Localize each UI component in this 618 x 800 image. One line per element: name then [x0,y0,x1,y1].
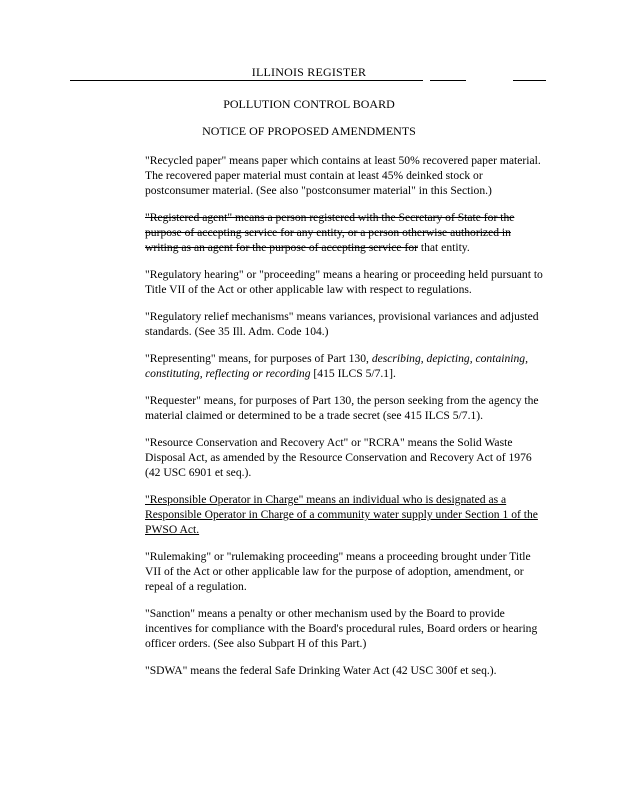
definition-representing [145,351,545,381]
definition-rcra: "Resource Conservation and Recovery Act" or "RCRA" means the Solid Waste Disposal Act, as amended by the Resource Conservation and Recovery Act of 1976 (42 USC 6901 et seq.). [145,436,532,479]
definition-responsible-operator: "Responsible Operator in Charge" means an individual who is designated as a Responsible Operator in Charge of a community water supply under Section 1 of the PWSO Act. [145,493,538,536]
definition-regulatory-hearing: "Regulatory hearing" or "proceeding" means a hearing or proceeding held pursuant to Title VII of the Act or other applicable law with respect to regulations. [145,268,543,296]
definition-registered-agent [145,210,545,255]
definition-regulatory-relief: "Regulatory relief mechanisms" means variances, provisional variances and adjusted standards. (See 35 Ill. Adm. Code 104.) [145,310,539,338]
header-rule-segment [430,80,466,81]
remaining-text: that entity. [418,241,470,254]
representing-lead: "Representing" means, for purposes of Part 130, [145,352,372,365]
deleted-text: "Registered agent" means a person registered with the Secretary of State for the purpose of accepting service for any entity, or a person otherwise authorized in writing as an agent for the purpose of accepting service for [145,211,515,254]
board-name: POLLUTION CONTROL BOARD [223,97,395,111]
definition-recycled-paper: "Recycled paper" means paper which contains at least 50% recovered paper material. The recovered paper material must contain at least 45% deinked stock or postconsumer material. (See also "postconsumer material" in this Section.) [145,154,541,197]
representing-tail: [415 ILCS 5/7.1]. [310,367,396,380]
definition-requester: "Requester" means, for purposes of Part 130, the person seeking from the agency the material claimed or determined to be a trade secret (see 415 ILCS 5/7.1). [145,394,539,422]
definitions-body [145,153,545,690]
notice-title: NOTICE OF PROPOSED AMENDMENTS [202,124,416,138]
header-rule [70,80,423,81]
definition-rulemaking: "Rulemaking" or "rulemaking proceeding" means a proceeding brought under Title VII of the Act or other applicable law for the purpose of adoption, amendment, or repeal of a regulation. [145,550,531,593]
register-title: ILLINOIS REGISTER [251,65,367,79]
definition-sanction: "Sanction" means a penalty or other mechanism used by the Board to provide incentives for compliance with the Board's procedural rules, Board orders or hearing officer orders. (See also Subpart H of this Part.) [145,607,538,650]
definition-sdwa: "SDWA" means the federal Safe Drinking Water Act (42 USC 300f et seq.). [145,664,497,677]
representing-italic: describing, depicting, containing, constituting, reflecting or recording [145,352,528,380]
header-rule-segment [513,80,546,81]
